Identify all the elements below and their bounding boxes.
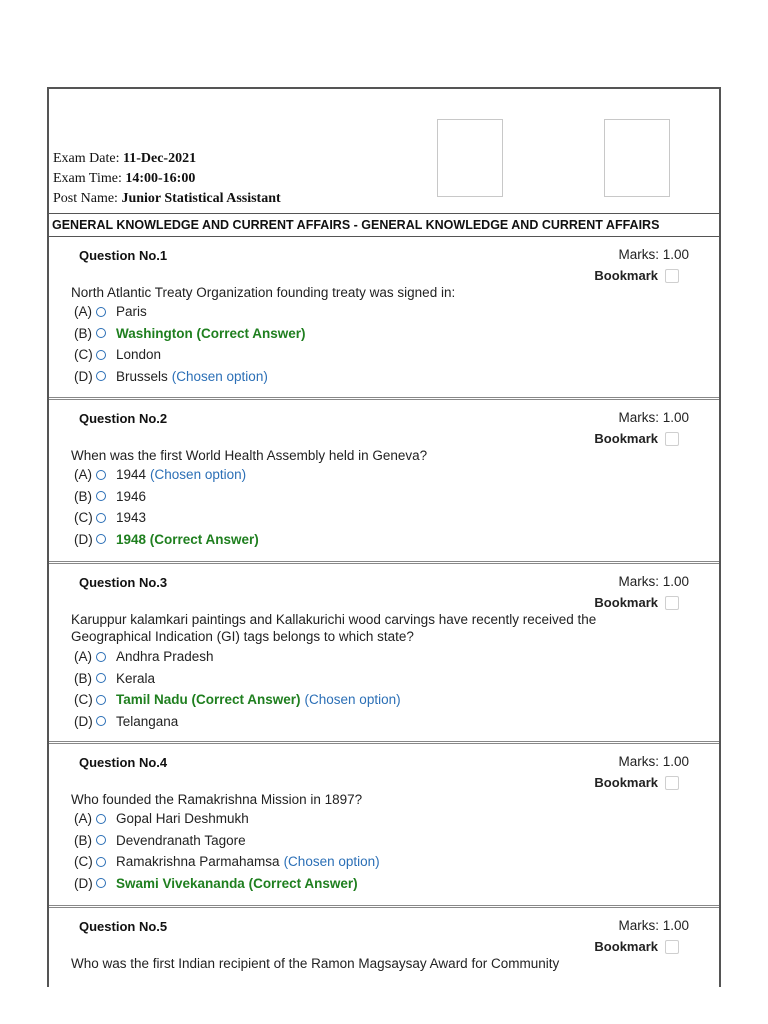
chosen-option-tag: (Chosen option) — [283, 854, 380, 870]
radio-button-icon[interactable] — [96, 307, 106, 317]
question-block — [49, 741, 719, 905]
exam-time-label: Exam Time: — [53, 171, 122, 186]
correct-answer-text: 1948 (Correct Answer) — [116, 531, 259, 547]
section-title: GENERAL KNOWLEDGE AND CURRENT AFFAIRS - GENERAL KNOWLEDGE AND CURRENT AFFAIRS — [49, 214, 719, 237]
bookmark-checkbox[interactable] — [665, 432, 679, 446]
option-text: 1944 — [116, 467, 147, 483]
question-text: When was the first World Health Assembly held in Geneva? — [71, 448, 428, 463]
correct-answer-text: Tamil Nadu (Correct Answer) — [116, 692, 301, 708]
radio-button-icon[interactable] — [96, 878, 106, 888]
options-list — [74, 646, 401, 732]
post-name-row — [53, 189, 281, 209]
chosen-option-tag: (Chosen option) — [150, 467, 247, 483]
exam-meta — [53, 149, 281, 209]
option-text: Brussels — [116, 368, 168, 384]
radio-button-icon[interactable] — [96, 328, 106, 338]
radio-button-icon[interactable] — [96, 716, 106, 726]
radio-button-icon[interactable] — [96, 835, 106, 845]
option-letter: (C) — [74, 510, 93, 526]
option-text: Gopal Hari Deshmukh — [116, 811, 249, 827]
option-letter: (D) — [74, 531, 93, 547]
bookmark-toggle[interactable] — [594, 775, 679, 790]
question-marks: Marks: 1.00 — [618, 247, 689, 262]
option-row[interactable] — [74, 646, 401, 668]
bookmark-checkbox[interactable] — [665, 776, 679, 790]
radio-button-icon[interactable] — [96, 350, 106, 360]
bookmark-label: Bookmark — [594, 431, 658, 446]
question-text: Karuppur kalamkari paintings and Kallakurichi wood carvings have recently received the Geographical Indication (GI) tags belongs to which state? — [71, 612, 597, 644]
bookmark-toggle[interactable] — [594, 268, 679, 283]
bookmark-checkbox[interactable] — [665, 269, 679, 283]
option-text: Paris — [116, 304, 147, 320]
question-block — [49, 237, 719, 397]
exam-response-sheet — [47, 87, 721, 987]
option-letter: (A) — [74, 467, 92, 483]
option-row[interactable] — [74, 830, 380, 852]
bookmark-toggle[interactable] — [594, 595, 679, 610]
option-row[interactable] — [74, 808, 380, 830]
exam-date-row — [53, 149, 281, 169]
exam-header — [49, 89, 719, 214]
option-letter: (C) — [74, 347, 93, 363]
exam-time-value: 14:00-16:00 — [125, 171, 196, 186]
option-row[interactable] — [74, 689, 401, 711]
option-text: Devendranath Tagore — [116, 832, 246, 848]
option-row[interactable] — [74, 464, 259, 486]
correct-answer-text: Washington (Correct Answer) — [116, 325, 306, 341]
question-number: Question No.3 — [79, 575, 168, 590]
option-text: Kerala — [116, 670, 156, 686]
radio-button-icon[interactable] — [96, 695, 106, 705]
bookmark-label: Bookmark — [594, 775, 658, 790]
question-number: Question No.2 — [79, 411, 168, 426]
radio-button-icon[interactable] — [96, 814, 106, 824]
option-letter: (A) — [74, 811, 92, 827]
question-list — [49, 237, 719, 987]
bookmark-label: Bookmark — [594, 268, 658, 283]
option-text: 1946 — [116, 488, 147, 504]
exam-date-label: Exam Date: — [53, 151, 120, 166]
question-text: Who founded the Ramakrishna Mission in 1897? — [71, 792, 363, 807]
option-letter: (D) — [74, 875, 93, 891]
question-text: North Atlantic Treaty Organization founding treaty was signed in: — [71, 285, 456, 300]
option-text: Ramakrishna Parmahamsa — [116, 854, 280, 870]
question-marks: Marks: 1.00 — [618, 918, 689, 933]
question-marks: Marks: 1.00 — [618, 754, 689, 769]
chosen-option-tag: (Chosen option) — [171, 368, 268, 384]
option-row[interactable] — [74, 711, 401, 733]
option-row[interactable] — [74, 344, 306, 366]
radio-button-icon[interactable] — [96, 513, 106, 523]
option-text: 1943 — [116, 510, 147, 526]
option-letter: (B) — [74, 325, 92, 341]
option-letter: (B) — [74, 488, 92, 504]
radio-button-icon[interactable] — [96, 673, 106, 683]
option-row[interactable] — [74, 529, 259, 551]
radio-button-icon[interactable] — [96, 470, 106, 480]
radio-button-icon[interactable] — [96, 491, 106, 501]
candidate-photo-placeholder — [437, 119, 503, 197]
radio-button-icon[interactable] — [96, 857, 106, 867]
radio-button-icon[interactable] — [96, 371, 106, 381]
option-row[interactable] — [74, 668, 401, 690]
exam-date-value: 11-Dec-2021 — [122, 151, 197, 166]
option-row[interactable] — [74, 507, 259, 529]
option-text: London — [116, 347, 162, 363]
post-name-value: Junior Statistical Assistant — [121, 191, 281, 206]
options-list — [74, 808, 380, 894]
option-text: Telangana — [116, 713, 179, 729]
radio-button-icon[interactable] — [96, 534, 106, 544]
question-number: Question No.4 — [79, 755, 168, 770]
exam-time-row — [53, 169, 281, 189]
option-letter: (C) — [74, 692, 93, 708]
question-block — [49, 397, 719, 561]
question-marks: Marks: 1.00 — [618, 410, 689, 425]
option-letter: (A) — [74, 649, 92, 665]
option-letter: (B) — [74, 670, 92, 686]
correct-answer-text: Swami Vivekananda (Correct Answer) — [116, 875, 358, 891]
question-text: Who was the first Indian recipient of the Ramon Magsaysay Award for Community — [71, 956, 560, 971]
radio-button-icon[interactable] — [96, 652, 106, 662]
bookmark-toggle[interactable] — [594, 431, 679, 446]
option-text: Andhra Pradesh — [116, 649, 214, 665]
question-number: Question No.1 — [79, 248, 168, 263]
bookmark-checkbox[interactable] — [665, 940, 679, 954]
candidate-signature-placeholder — [604, 119, 670, 197]
question-marks: Marks: 1.00 — [618, 574, 689, 589]
option-row[interactable] — [74, 301, 306, 323]
option-row[interactable] — [74, 486, 259, 508]
options-list — [74, 301, 306, 387]
bookmark-label: Bookmark — [594, 939, 658, 954]
option-letter: (B) — [74, 832, 92, 848]
options-list — [74, 464, 259, 550]
option-letter: (D) — [74, 713, 93, 729]
option-row[interactable] — [74, 851, 380, 873]
post-name-label: Post Name: — [53, 191, 118, 206]
option-letter: (D) — [74, 368, 93, 384]
bookmark-checkbox[interactable] — [665, 596, 679, 610]
option-row[interactable] — [74, 323, 306, 345]
option-letter: (C) — [74, 854, 93, 870]
bookmark-toggle[interactable] — [594, 939, 679, 954]
option-row[interactable] — [74, 366, 306, 388]
bookmark-label: Bookmark — [594, 595, 658, 610]
option-row[interactable] — [74, 873, 380, 895]
question-block — [49, 561, 719, 741]
chosen-option-tag: (Chosen option) — [304, 692, 401, 708]
option-letter: (A) — [74, 304, 92, 320]
question-number: Question No.5 — [79, 919, 168, 934]
question-block — [49, 905, 719, 987]
